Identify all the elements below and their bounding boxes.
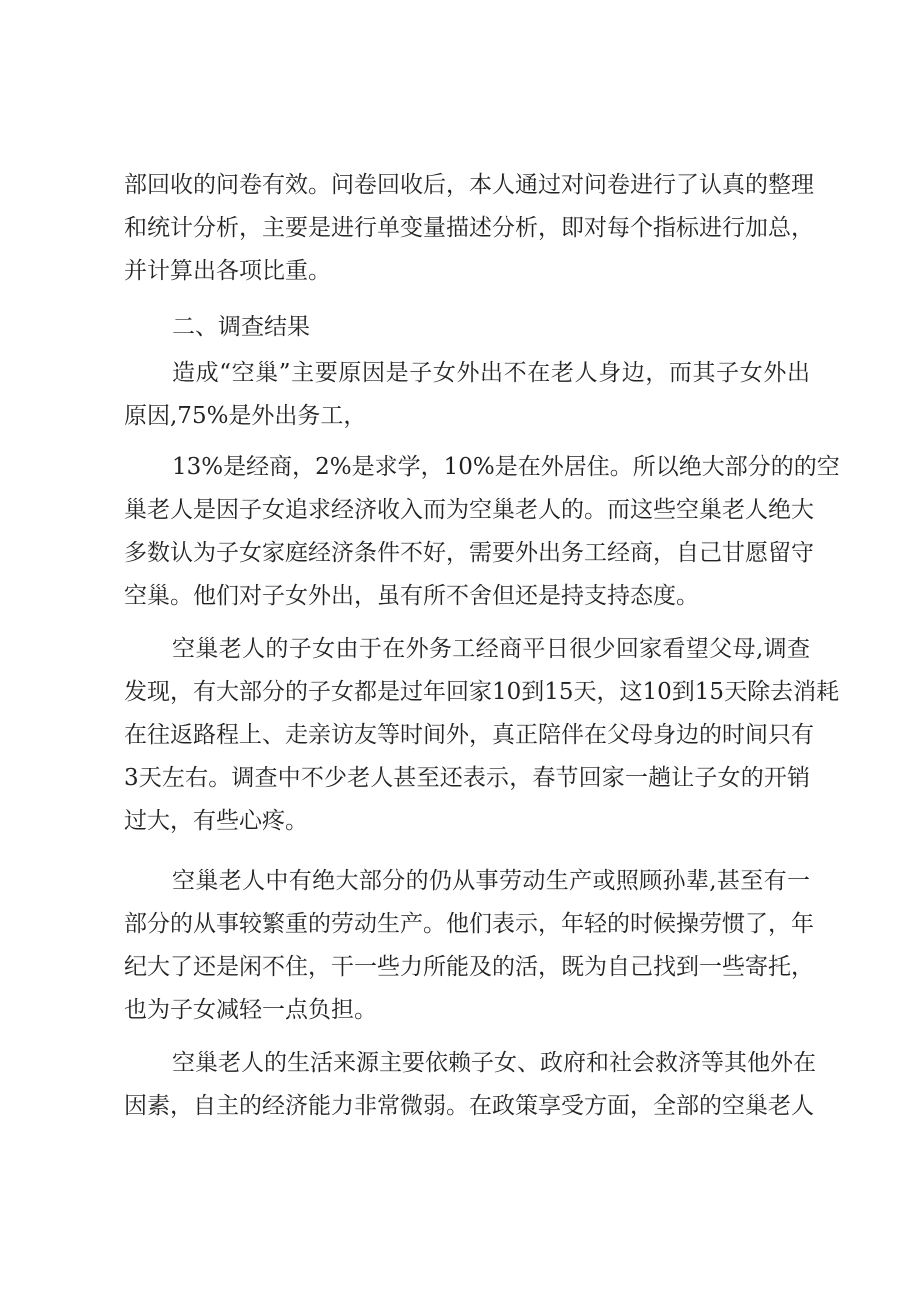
paragraph-children-visits [124,628,840,843]
text-line: 空巢老人中有绝大部分的仍从事劳动生产或照顾孙辈,甚至有一 [172,868,810,894]
text-line: 纪大了还是闲不住，干一些力所能及的活，既为自己找到一些寄托， [124,954,814,980]
text-line: 发现，有大部分的子女都是过年回家10到15天，这10到15天除去消耗 [124,679,840,705]
text-line: 在往返路程上、走亲访友等时间外，真正陪伴在父母身边的时间只有 [124,722,814,748]
text-line: 3天左右。调查中不少老人甚至还表示，春节回家一趟让子女的开销 [124,765,810,791]
text-line: 13%是经商，2%是求学，10%是在外居住。所以绝大部分的的空 [172,454,840,480]
section-heading [172,306,310,349]
text-line: 部分的从事较繁重的劳动生产。他们表示，年轻的时候操劳惯了，年 [124,911,814,937]
text-line: 空巢老人的子女由于在外务工经商平日很少回家看望父母,调查 [172,636,810,662]
heading-text: 二、调查结果 [172,314,310,340]
text-line: 因素，自主的经济能力非常微弱。在政策享受方面，全部的空巢老人 [124,1093,814,1119]
text-line: 多数认为子女家庭经济条件不好，需要外出务工经商，自己甘愿留守 [124,540,814,566]
paragraph-labor [124,860,814,1032]
text-line: 空巢老人的生活来源主要依赖子女、政府和社会救济等其他外在 [172,1050,816,1076]
text-line: 原因,75%是外出务工， [124,403,367,429]
paragraph-main-cause [124,352,810,438]
paragraph-reasons [124,446,840,618]
paragraph-income-source [124,1042,816,1128]
text-line: 空巢。他们对子女外出，虽有所不舍但还是持支持态度。 [124,583,699,609]
text-line: 造成“空巢”主要原因是子女外出不在老人身边，而其子女外出 [172,360,810,386]
paragraph-survey-processing [124,164,814,293]
text-line: 巢老人是因子女追求经济收入而为空巢老人的。而这些空巢老人绝大 [124,497,814,523]
text-line: 部回收的问卷有效。问卷回收后，本人通过对问卷进行了认真的整理 [124,172,814,198]
text-line: 并计算出各项比重。 [124,258,331,284]
text-line: 和统计分析，主要是进行单变量描述分析，即对每个指标进行加总， [124,215,814,241]
text-line: 也为子女减轻一点负担。 [124,997,377,1023]
text-line: 过大，有些心疼。 [124,808,308,834]
